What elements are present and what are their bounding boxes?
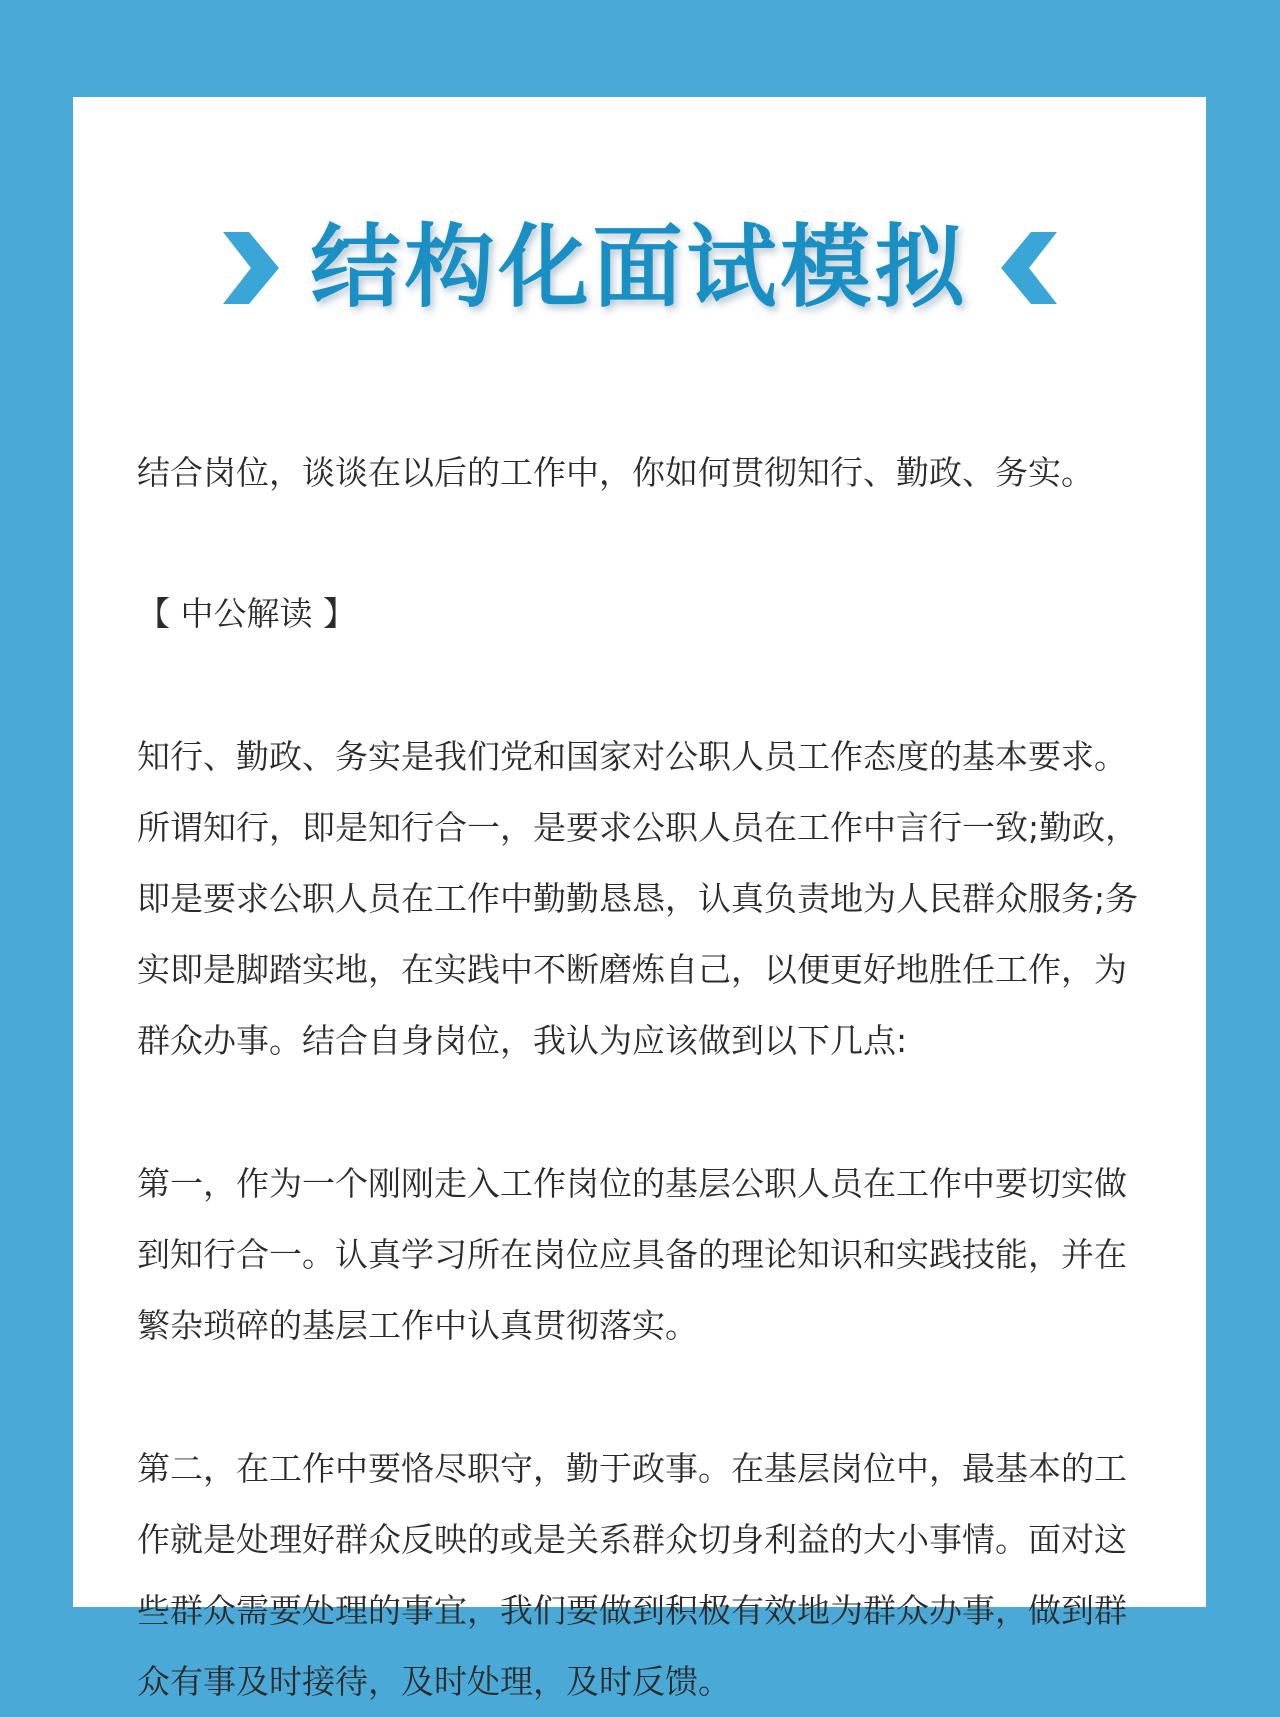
article-body xyxy=(137,437,1147,1717)
intro-paragraph: 知行、勤政、务实是我们党和国家对公职人员工作态度的基本要求。所谓知行，即是知行合一，是要求公职人员在工作中言行一致;勤政，即是要求公职人员在工作中勤勤恳恳，认真负责地为人民群众服务;务实即是脚踏实地，在实践中不断磨炼自己，以便更好地胜任工作，为群众办事。结合自身岗位，我认为应该做到以下几点: xyxy=(137,737,1139,1060)
chevron-right-icon xyxy=(219,228,283,308)
section-label: 【 中公解读 】 xyxy=(137,594,356,633)
question-text: 结合岗位，谈谈在以后的工作中，你如何贯彻知行、勤政、务实。 xyxy=(137,453,1094,492)
spacer xyxy=(137,508,1147,578)
title-banner xyxy=(73,193,1206,343)
page-title: 结构化面试模拟 xyxy=(310,215,969,320)
second-point-paragraph: 第二，在工作中要恪尽职守，勤于政事。在基层岗位中，最基本的工作就是处理好群众反映的或是关系群众切身利益的大小事情。面对这些群众需要处理的事宜，我们要做到积极有效地为群众办事，做到群众有事及时接待，及时处理，及时反馈。 xyxy=(137,1449,1127,1701)
spacer xyxy=(137,1076,1147,1148)
content-card xyxy=(73,97,1206,1701)
first-point-paragraph: 第一，作为一个刚刚走入工作岗位的基层公职人员在工作中要切实做到知行合一。认真学习所在岗位应具备的理论知识和实践技能，并在繁杂琐碎的基层工作中认真贯彻落实。 xyxy=(137,1164,1127,1345)
spacer xyxy=(137,1361,1147,1433)
chevron-left-icon xyxy=(997,228,1061,308)
spacer xyxy=(137,649,1147,721)
